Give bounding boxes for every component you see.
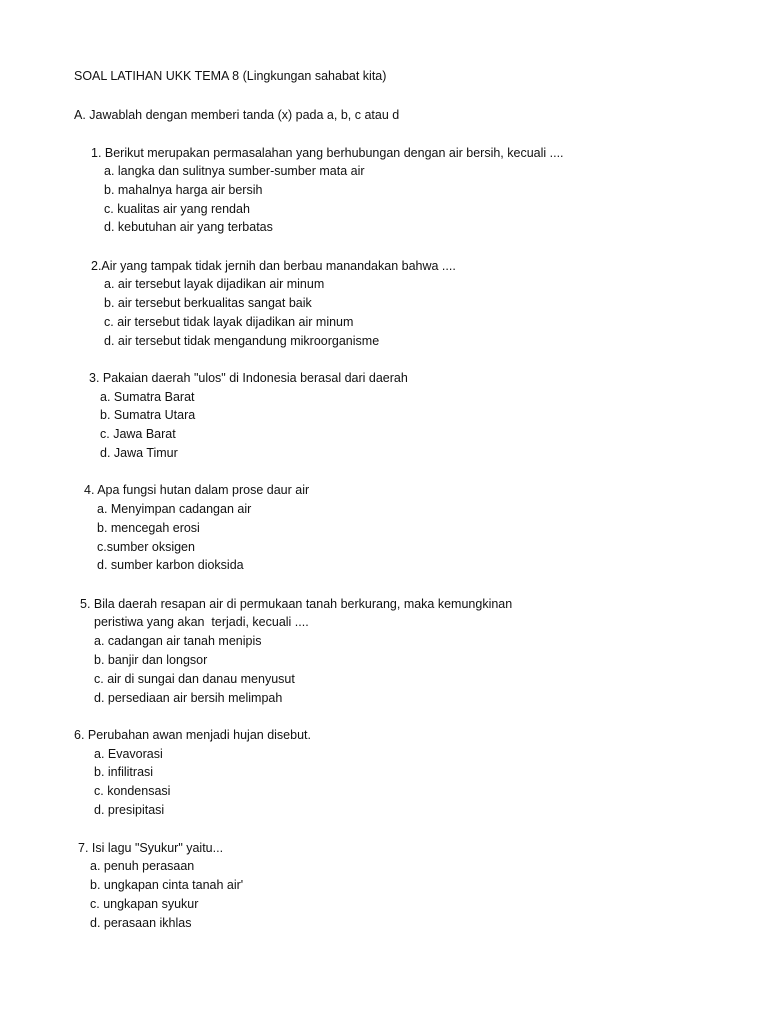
question-1-option-b: b. mahalnya harga air bersih	[104, 183, 263, 197]
question-3-option-d: d. Jawa Timur	[100, 446, 178, 460]
question-3-option-b: b. Sumatra Utara	[100, 408, 196, 422]
question-7-option-c: c. ungkapan syukur	[90, 897, 199, 911]
question-7-option-a: a. penuh perasaan	[90, 859, 195, 873]
question-2-option-a: a. air tersebut layak dijadikan air minum	[104, 277, 325, 291]
question-7-option-d: d. perasaan ikhlas	[90, 916, 192, 930]
question-5-option-a: a. cadangan air tanah menipis	[94, 634, 262, 648]
question-3-text: 3. Pakaian daerah "ulos" di Indonesia berasal dari daerah	[89, 371, 408, 385]
question-4-text: 4. Apa fungsi hutan dalam prose daur air	[84, 483, 310, 497]
question-2-text: 2.Air yang tampak tidak jernih dan berbau manandakan bahwa ....	[91, 259, 456, 273]
question-2-option-d: d. air tersebut tidak mengandung mikroorganisme	[104, 334, 380, 348]
question-3-option-a: a. Sumatra Barat	[100, 390, 195, 404]
question-6-option-a: a. Evavorasi	[94, 747, 163, 761]
question-7-option-b: b. ungkapan cinta tanah air'	[90, 878, 244, 892]
question-5-option-d: d. persediaan air bersih melimpah	[94, 691, 283, 705]
question-1-option-a: a. langka dan sulitnya sumber-sumber mata air	[104, 164, 365, 178]
question-5-option-c: c. air di sungai dan danau menyusut	[94, 672, 295, 686]
question-1-option-d: d. kebutuhan air yang terbatas	[104, 220, 273, 234]
question-4-option-d: d. sumber karbon dioksida	[97, 558, 244, 572]
question-7-text: 7. Isi lagu "Syukur" yaitu...	[78, 841, 224, 855]
question-5-option-b: b. banjir dan longsor	[94, 653, 208, 667]
document-title: SOAL LATIHAN UKK TEMA 8 (Lingkungan sahabat kita)	[74, 69, 387, 83]
question-1-option-c: c. kualitas air yang rendah	[104, 202, 250, 216]
question-1-text: 1. Berikut merupakan permasalahan yang berhubungan dengan air bersih, kecuali ....	[91, 146, 564, 160]
question-2-option-c: c. air tersebut tidak layak dijadikan air minum	[104, 315, 354, 329]
question-6-option-d: d. presipitasi	[94, 803, 165, 817]
question-6-option-c: c. kondensasi	[94, 784, 171, 798]
question-6-option-b: b. infilitrasi	[94, 765, 154, 779]
question-5-text: 5. Bila daerah resapan air di permukaan tanah berkurang, maka kemungkinan	[80, 597, 513, 611]
question-6-text: 6. Perubahan awan menjadi hujan disebut.	[74, 728, 311, 742]
question-2-option-b: b. air tersebut berkualitas sangat baik	[104, 296, 312, 310]
question-4-option-c: c.sumber oksigen	[97, 540, 195, 554]
question-5-text-cont: peristiwa yang akan terjadi, kecuali ....	[94, 615, 309, 629]
question-4-option-a: a. Menyimpan cadangan air	[97, 502, 252, 516]
instruction-text: A. Jawablah dengan memberi tanda (x) pada a, b, c atau d	[74, 108, 400, 122]
question-4-option-b: b. mencegah erosi	[97, 521, 200, 535]
question-3-option-c: c. Jawa Barat	[100, 427, 176, 441]
